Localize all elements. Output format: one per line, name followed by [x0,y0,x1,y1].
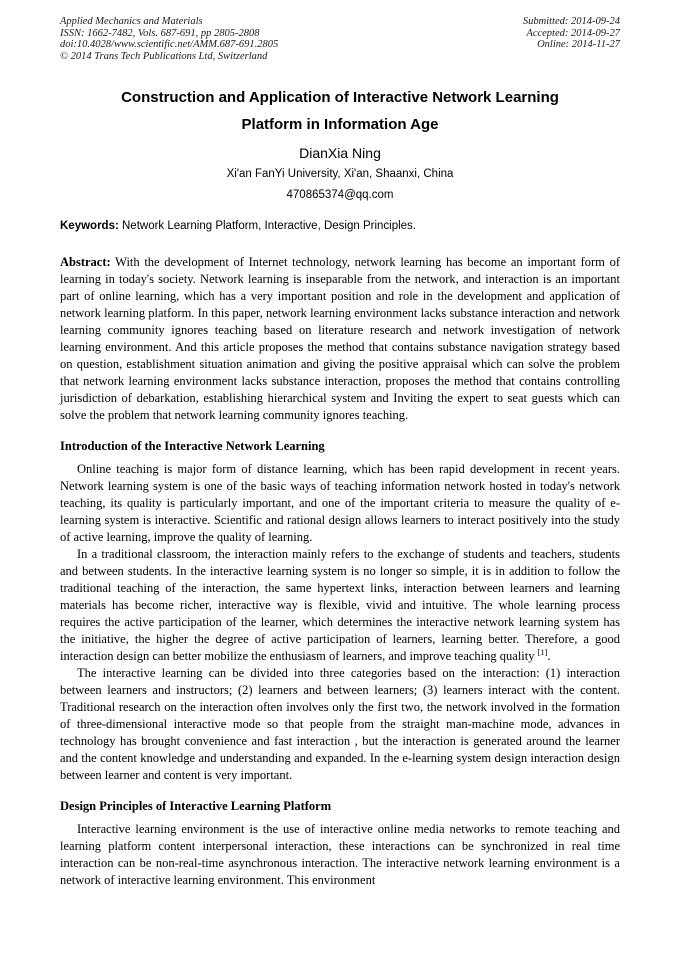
journal-copyright: © 2014 Trans Tech Publications Ltd, Switzerland [60,50,268,62]
section-heading-introduction: Introduction of the Interactive Network Learning [60,439,325,453]
abstract-paragraph [60,254,620,424]
design-paragraph-1: Interactive learning environment is the use of interactive online media networks to remote teaching and learning platform content interpersonal interaction, these interactions can be synchronized in real time interaction can be non-real-time asynchronous interaction. The interactive network learning environment is a network of interactive learning environment. This environment [60,822,620,887]
intro-paragraph-2-text: In a traditional classroom, the interaction mainly refers to the exchange of students and teachers, students and between students. In the interactive learning system is no longer so simple, it is in addition to follow the traditional teaching of the interaction, the same hypertext links, interaction between learners and learning materials has become richer, interactive way is flexible, vivid and intuitive. The whole learning process requires the active participation of the learner, which determines the interactive network learning system has the initiative, the higher the degree of active participation of learners, learning better. Therefore, a good interaction design can better mobilize the enthusiasm of learners, and improve teaching quality [60,547,620,663]
accepted-date: Accepted: 2014-09-27 [526,27,620,39]
journal-doi: doi:10.4028/www.scientific.net/AMM.687-691.2805 [60,39,279,50]
dates-block [523,16,620,62]
intro-paragraph-1: Online teaching is major form of distance learning, which has been rapid development in recent years. Network learning system is one of the basic ways of teaching information network hosted in today's network teaching, its quality is particularly important, and one of the important criteria to measure the quality of e-learning system is interactive. Scientific and rational design allows learners to interact positively into the study of active learning, improve the quality of learning. [60,462,620,544]
online-date: Online: 2014-11-27 [537,39,620,50]
intro-paragraph-2-end: . [547,649,551,663]
abstract-text: With the development of Internet technology, network learning has become an important form of learning in today's society. Network learning is inseparable from the network, and interaction is an important part of online learning, which has a very important position and role in the development and application of network learning platform. In this paper, network learning environment lacks substance interaction and network learning community ignores teaching based on literature research and network investigation of network learning environment. And this article proposes the method that contains substance navigation strategy based on question, establishment situation animation and giving the positive appraisal which can solve the problem that network learning environment lacks substance interaction, proposes the method that contains controlling jurisdiction of debarkation, establishing hierarchical system and Inviting the expert to seat guests which can solve the problem that network learning community ignores teaching. [60,255,620,422]
author-affiliation: Xi'an FanYi University, Xi'an, Shaanxi, China [226,168,454,180]
keywords-line [60,218,620,234]
abstract-label: Abstract: [60,255,111,269]
intro-paragraph-2 [60,546,620,665]
author-name: DianXia Ning [299,145,381,161]
keywords-label: Keywords: [60,220,119,232]
paper-title [60,84,620,138]
citation-ref-1: [1] [537,646,548,657]
paper-title-line2: Platform in Information Age [241,116,439,133]
section-heading-design-principles: Design Principles of Interactive Learning Platform [60,799,332,813]
paper-title-line1: Construction and Application of Interactive Network Learning [121,89,559,106]
journal-issn-vols: ISSN: 1662-7482, Vols. 687-691, pp 2805-2808 [60,27,260,39]
author-email: 470865374@qq.com [286,189,394,201]
submitted-date: Submitted: 2014-09-24 [522,16,620,27]
paper-header [60,16,620,62]
intro-paragraph-3: The interactive learning can be divided into three categories based on the interaction: (1) interaction between learners and instructors; (2) learners and between learners; (3) learners interact with the content. Traditional research on the interaction often involves only the first two, the network involved in the formation of three-dimensional interactive mode so that people from the straight man-machine mode, advances in technology has brought convenience and fast interaction , but the interaction is generated around the learner and the content knowledge and understanding and expanded. In the e-learning system design interaction design between learner and content is very important. [60,666,620,782]
journal-name: Applied Mechanics and Materials [60,16,203,27]
keywords-text: Network Learning Platform, Interactive, Design Principles. [118,220,417,232]
journal-info-block [60,16,278,62]
